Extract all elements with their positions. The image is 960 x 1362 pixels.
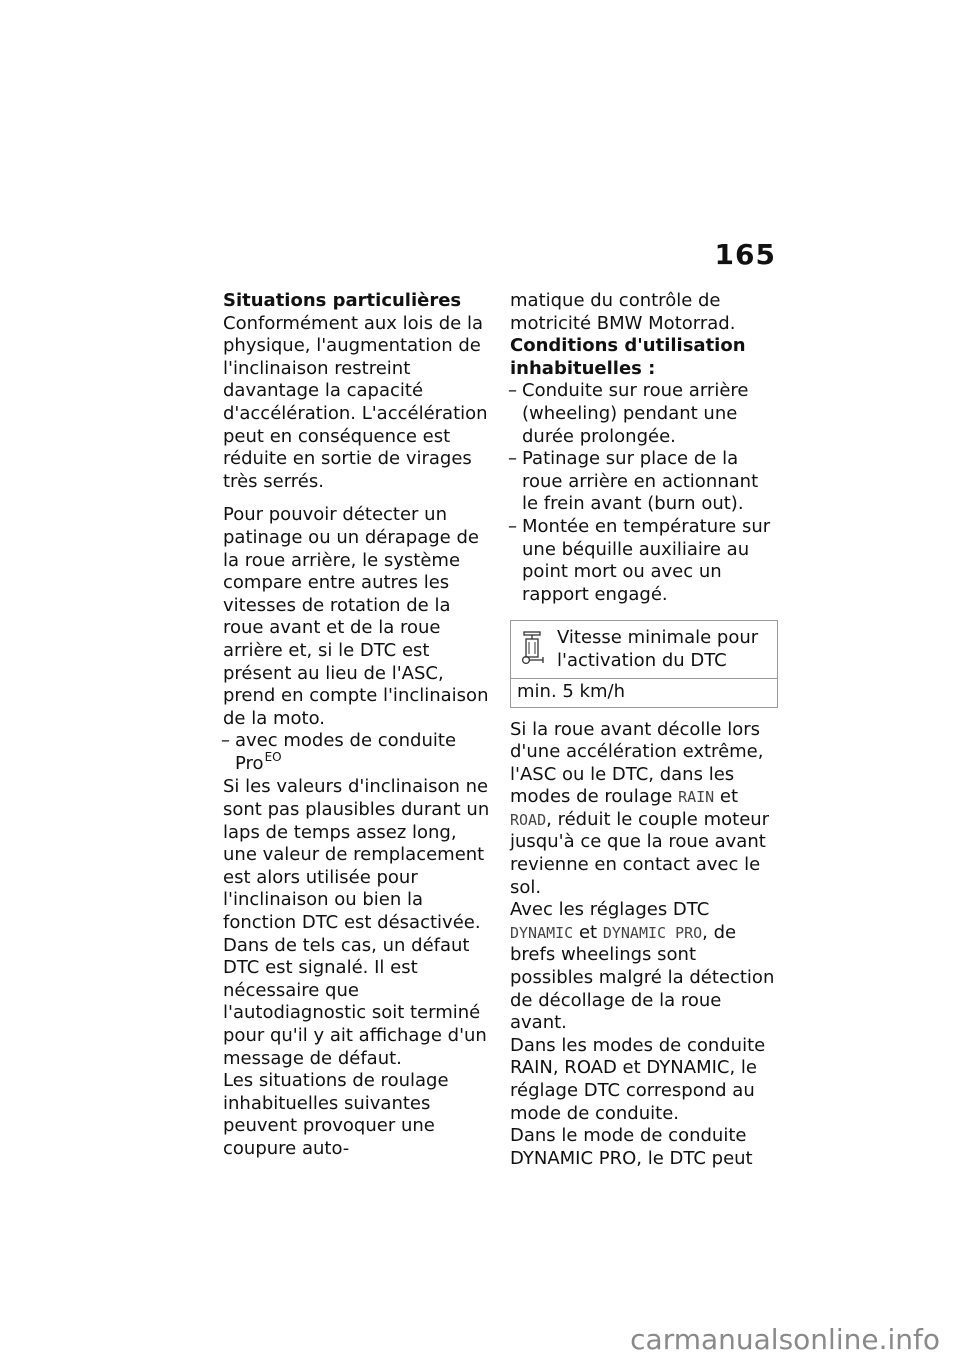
list-item-text: Montée en température sur une béquille auxiliaire au point mort ou avec un rapport engagé. <box>522 515 771 605</box>
left-column <box>223 290 491 1161</box>
page-number: 165 <box>714 238 776 271</box>
list-item <box>510 380 778 448</box>
mode-rain: RAIN <box>678 788 715 807</box>
setting-dynamic: DYNAMIC <box>510 923 574 942</box>
dash-marker: – <box>508 515 517 537</box>
right-column <box>510 290 778 1170</box>
option-superscript: EO <box>264 749 282 764</box>
spec-box-header <box>511 621 777 679</box>
list-item <box>510 448 778 516</box>
motorcycle-stand-icon <box>517 627 557 674</box>
watermark: carmanualsonline.info <box>630 1323 940 1356</box>
paragraph: Conformément aux lois de la physique, l'augmentation de l'inclinaison restreint davantage la capacité d'accélération. L'accélération peut en conséquence est réduite en sortie de virages très serrés. <box>223 312 488 492</box>
paragraph-continued: matique du contrôle de motricité BMW Motorrad. <box>510 290 736 334</box>
spec-box <box>510 620 778 707</box>
dash-marker: – <box>221 730 230 752</box>
dash-marker: – <box>508 448 517 470</box>
option-bullet <box>223 730 491 776</box>
mode-road: ROAD <box>510 810 547 829</box>
paragraph-text: Si la roue avant décolle lors d'une accélération extrême, l'ASC ou le DTC, dans les modes de roulage <box>510 718 764 808</box>
spec-label: Vitesse minimale pour l'activation du DTC <box>557 627 759 671</box>
paragraph-text: , de brefs wheelings sont possibles malgré la détection de décollage de la roue avant. <box>510 921 775 1034</box>
paragraph: Pour pouvoir détecter un patinage ou un dérapage de la roue arrière, le système compare entre autres les vitesses de rotation de la roue avant et de la roue arrière et, si le DTC est présent au lieu de l'ASC, prend en compte l'inclinaison de la moto. <box>223 504 489 729</box>
conjunction: et <box>719 786 739 808</box>
setting-dynamic-pro: DYNAMIC PRO <box>602 923 703 942</box>
spec-value: min. 5 km/h <box>517 680 625 702</box>
bullet-pro: Pro <box>235 752 264 774</box>
paragraph: Dans le mode de conduite DYNAMIC PRO, le DTC peut <box>510 1125 753 1169</box>
paragraph: Dans les modes de conduite RAIN, ROAD et DYNAMIC, le réglage DTC correspond au mode de conduite. <box>510 1034 766 1124</box>
section-heading: Situations particulières <box>223 290 462 311</box>
paragraph: Si les valeurs d'inclinaison ne sont pas plausibles durant un laps de temps assez long, une valeur de remplacement est alors utilisée pour l'inclinaison ou bien la fonction DTC est désactivée. Dans de tels cas, un défaut DTC est signalé. Il est nécessaire que l'autodiagnostic soit terminé pour qu'il y ait affichage d'un message de défaut. <box>223 776 490 1069</box>
section-heading: Conditions d'utilisation inhabituelles : <box>510 335 746 379</box>
paragraph <box>510 899 778 1035</box>
dash-marker: – <box>508 380 517 402</box>
list-item-text: Conduite sur roue arrière (wheeling) pendant une durée prolongée. <box>522 380 749 447</box>
list-item-text: Patinage sur place de la roue arrière en actionnant le frein avant (burn out). <box>522 448 759 515</box>
paragraph: Les situations de roulage inhabituelles suivantes peuvent provoquer une coupure auto- <box>223 1070 449 1159</box>
paragraph-text: Avec les réglages DTC <box>510 899 710 921</box>
paragraph-text: , réduit le couple moteur jusqu'à ce que la roue avant revienne en contact avec le sol. <box>510 808 770 898</box>
bullet-text: avec modes de conduite <box>235 730 457 752</box>
paragraph <box>510 719 778 900</box>
conjunction: et <box>578 921 598 943</box>
list-item <box>510 516 778 606</box>
